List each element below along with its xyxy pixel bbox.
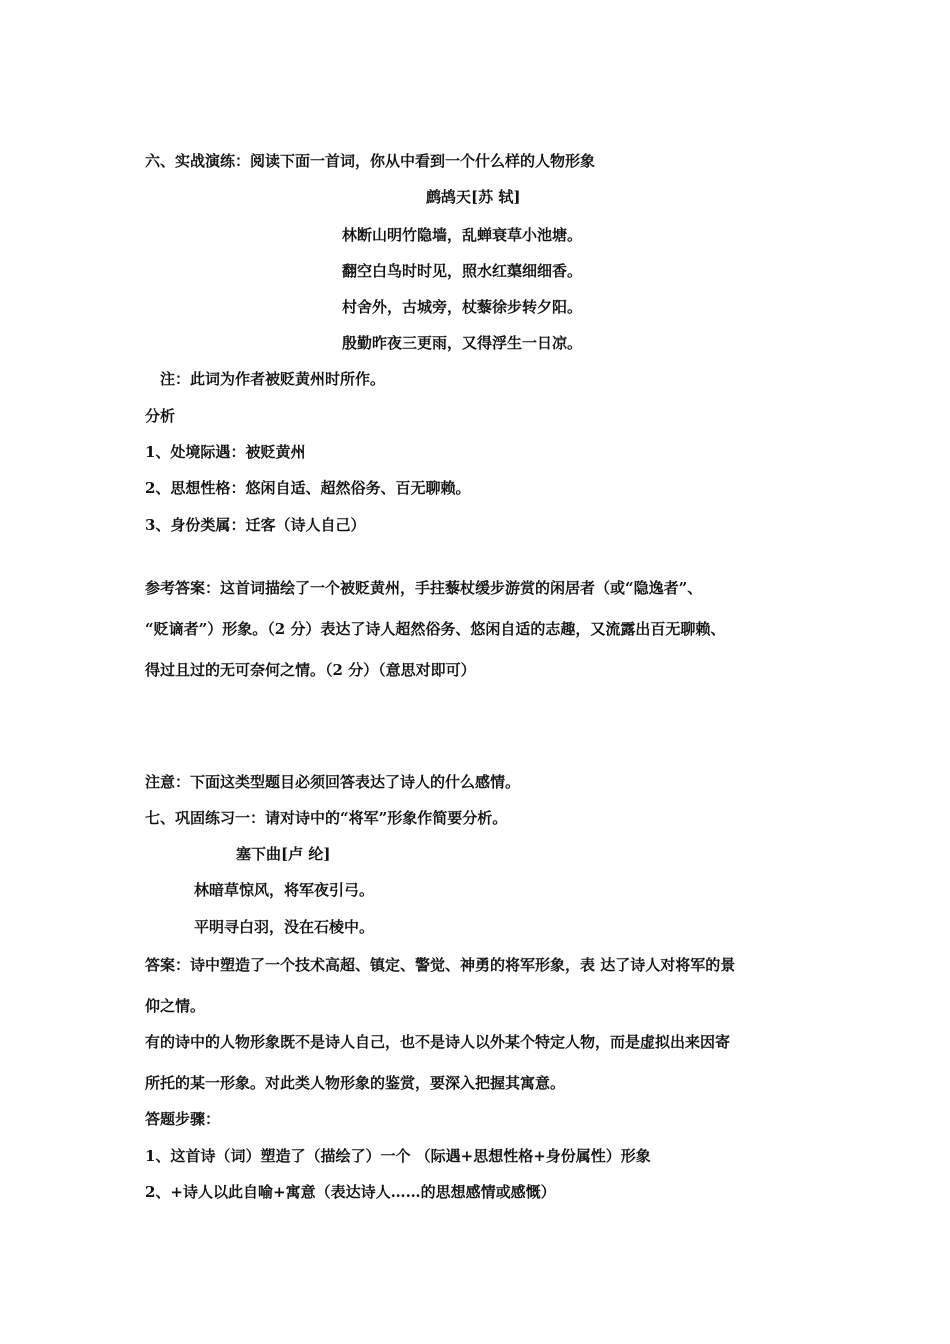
analysis-item: 2、思想性格：悠闲自适、超然俗务、百无聊赖。 xyxy=(145,479,471,497)
poem-title: 鹧鸪天[苏 轼] xyxy=(426,188,521,206)
analysis-label: 分析 xyxy=(145,407,176,425)
poem-line: 村舍外，古城旁，杖藜徐步转夕阳。 xyxy=(342,298,583,316)
explanation-line: 所托的某一形象。对此类人物形象的鉴赏，要深入把握其寓意。 xyxy=(145,1074,566,1092)
step-item: 2、+诗人以此自喻+寓意（表达诗人……的思想感情或感慨） xyxy=(145,1183,556,1201)
poem-line: 林暗草惊风，将军夜引弓。 xyxy=(194,881,375,899)
section7-heading: 七、巩固练习一：请对诗中的“将军”形象作简要分析。 xyxy=(145,809,508,827)
poem-line: 平明寻白羽，没在石棱中。 xyxy=(194,918,375,936)
analysis-item: 1、处境际遇：被贬黄州 xyxy=(145,443,306,461)
poem-line: 殷勤昨夜三更雨，又得浮生一日凉。 xyxy=(342,334,583,352)
poem-title: 塞下曲[卢 纶] xyxy=(236,845,331,863)
poem-note: 注：此词为作者被贬黄州时所作。 xyxy=(160,370,386,388)
reference-answer-line: 参考答案：这首词描绘了一个被贬黄州，手拄藜杖缓步游赏的闲居者（或“隐逸者”、 xyxy=(145,579,703,597)
step-item: 1、这首诗（词）塑造了（描绘了）一个 （际遇+思想性格+身份属性）形象 xyxy=(145,1147,651,1165)
explanation-line: 有的诗中的人物形象既不是诗人自己，也不是诗人以外某个特定人物，而是虚拟出来因寄 xyxy=(145,1033,731,1051)
reference-answer-line: “贬谪者”）形象。（2 分）表达了诗人超然俗务、悠闲自适的志趣，又流露出百无聊赖、 xyxy=(145,620,726,638)
answer-line: 答案：诗中塑造了一个技术高超、镇定、警觉、神勇的将军形象，表 达了诗人对将军的景 xyxy=(145,956,736,974)
poem-line: 林断山明竹隐墙，乱蝉衰草小池塘。 xyxy=(342,226,583,244)
reference-answer-line: 得过且过的无可奈何之情。（2 分）（意思对即可） xyxy=(145,661,476,679)
analysis-item: 3、身份类属：迁客（诗人自己） xyxy=(145,516,366,534)
steps-label: 答题步骤： xyxy=(145,1110,221,1128)
answer-line: 仰之情。 xyxy=(145,997,206,1015)
section6-heading: 六、实战演练：阅读下面一首词，你从中看到一个什么样的人物形象 xyxy=(145,152,596,170)
attention-note: 注意：下面这类型题目必须回答表达了诗人的什么感情。 xyxy=(145,773,521,791)
poem-line: 翻空白鸟时时见，照水红蕖细细香。 xyxy=(342,262,583,280)
